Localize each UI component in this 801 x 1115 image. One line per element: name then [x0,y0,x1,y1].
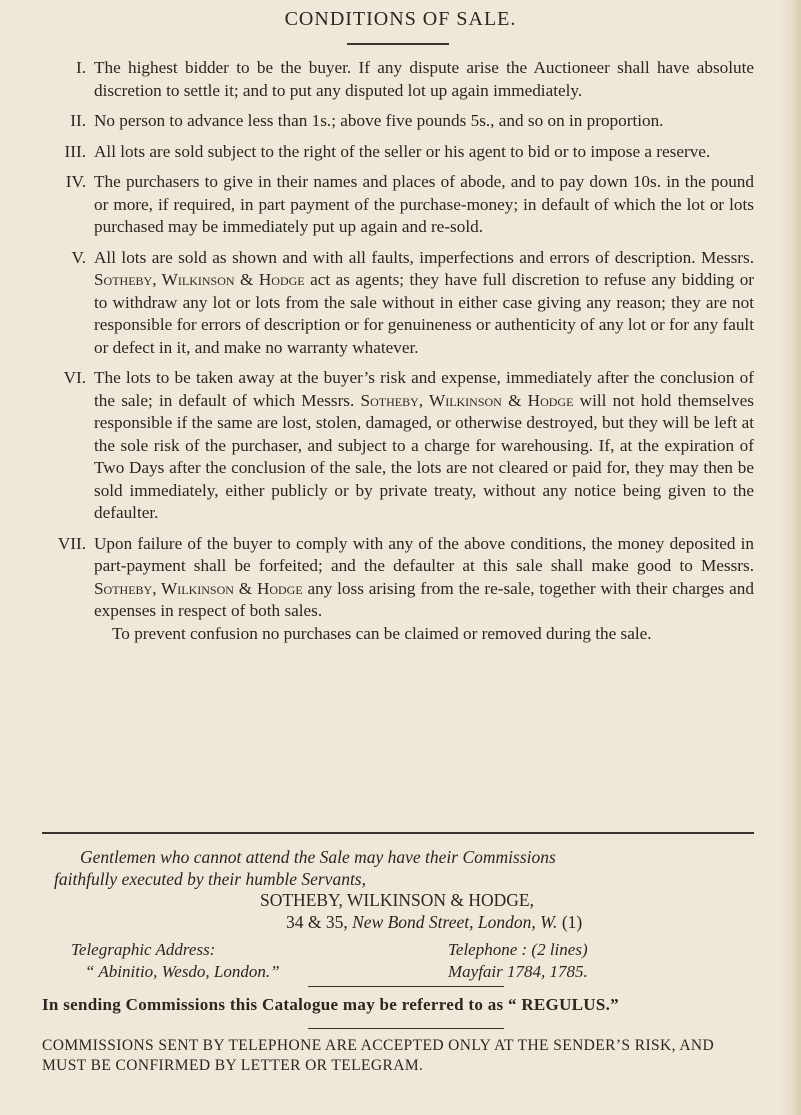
condition-text-part: will not hold themselves responsible if the same are lost, stolen, damaged, or otherwise destroyed, but they will be left at the sole risk of the purchaser, and subject to a charge for warehousing. If, at the expiration of Two Days after the conclusion of the sale, the lots are not cleared or paid for, they may then be sold immediately, either publicly or by private treaty, without any notice being given to the defaulter. [94,390,754,522]
address-street: New Bond Street, London, W. [352,912,558,932]
telephone-label: Telephone : [448,940,528,959]
condition-text-part: Upon failure of the buyer to comply with any of the above conditions, the money deposited in part-payment shall be forfeited; and the defaulter at this sale shall make good to Messrs. [94,533,754,575]
title-rule [347,43,449,45]
condition-number: VI. [63,368,86,387]
condition-number: III. [64,141,86,161]
condition-text [94,367,754,525]
condition-text-part: act as agents; they have full discretion to refuse any bidding or to withdraw any lot or lots from the sale without in either case giving any reason; they are not responsible for errors of description or for genuineness or authenticity of any lot or for any fault or defect in it, and make no warranty whatever. [94,270,755,357]
condition-number: II. [70,111,86,130]
firm-name: Sotheby, Wilkinson & Hodge [94,578,303,598]
condition-text-part: The lots to be taken away at the buyer’s risk and expense, immediately after the conclusion of the sale; in default of which Messrs. [94,368,754,410]
condition-item [42,171,754,239]
regulus-note: In sending Commissions this Catalogue may be referred to as “ REGULUS.” [42,995,619,1014]
condition-item [42,57,754,102]
page-title: CONDITIONS OF SALE. [284,8,517,30]
commissions-line-1: Gentlemen who cannot attend the Sale may have their Commissions [80,847,556,867]
conditions-list [42,57,754,653]
telegraphic-address [71,939,280,983]
condition-number: IV. [65,172,86,191]
condition-text: The highest bidder to be the buyer. If any dispute arise the Auctioneer shall have absolute discretion to settle it; and to put any disputed lot up again immediately. [94,58,754,100]
telephone-value: Mayfair 1784, 1785. [448,962,588,981]
address-number: 34 & 35, [286,912,348,932]
condition-number: V. [71,247,86,267]
condition-text-part: any loss arising from the re-sale, together with their charges and expenses in respect of both sales. [94,578,754,620]
condition-item [42,141,754,164]
condition-text [94,247,754,360]
commissions-line-2: faithfully executed by their humble Servants, [54,869,366,889]
telephone-info [448,939,588,983]
page-edge-shadow [779,0,801,1115]
telegraphic-value: “ Abinitio, Wesdo, London.” [85,962,280,981]
firm-name: Sotheby, Wilkinson & Hodge [360,390,574,410]
condition-item [42,110,754,133]
short-rule [308,1028,504,1029]
firm-signature: SOTHEBY, WILKINSON & HODGE, [260,890,535,910]
condition-number: I. [75,58,86,77]
condition-text-part: All lots are sold as shown and with all faults, imperfections and errors of description. Messrs. [94,247,754,267]
condition-number: VII. [57,533,86,553]
telephone-lines: (2 lines) [531,940,588,959]
condition-item [42,247,754,360]
address-district: (1) [561,912,583,932]
section-divider [42,832,754,834]
condition-item [42,367,754,525]
telephone-commissions-note: COMMISSIONS SENT BY TELEPHONE ARE ACCEPTED ONLY AT THE SENDER’S RISK, AND MUST BE CONFIRMED BY LETTER OR TELEGRAM. [42,1037,715,1074]
telegraphic-label: Telegraphic Address: [71,940,216,959]
firm-name: Sotheby, Wilkinson & Hodge [94,270,305,289]
firm-address [286,911,582,933]
condition-text: All lots are sold subject to the right of the seller or his agent to bid or to impose a reserve. [94,141,711,161]
condition-text: No person to advance less than 1s.; above five pounds 5s., and so on in proportion. [94,111,664,130]
commissions-note [54,846,760,890]
condition-item [42,533,754,646]
condition-text [94,533,754,646]
condition-text-part: To prevent confusion no purchases can be claimed or removed during the sale. [112,623,652,643]
condition-text: The purchasers to give in their names and places of abode, and to pay down 10s. in the pound or more, if required, in part payment of the purchase-money; in default of which the lot or lots purchased may be immediately put up again and re-sold. [94,172,754,236]
short-rule [308,986,504,987]
